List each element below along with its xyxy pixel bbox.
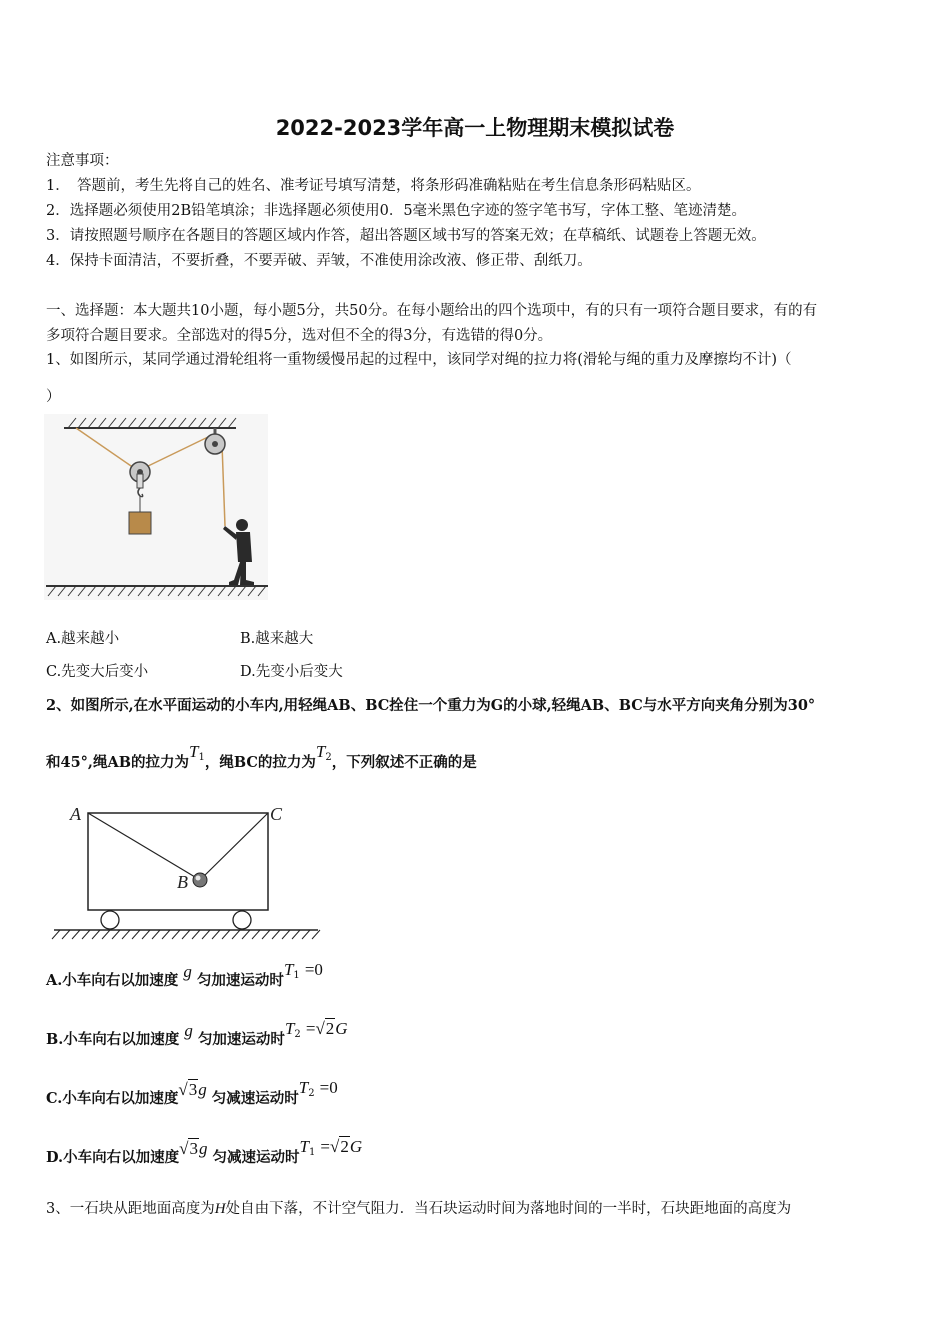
q2-stem-part-b: 绳BC的拉力为 [219,754,316,771]
sqrt-icon: √ [330,1137,340,1156]
notice-heading: 注意事项： [46,153,119,169]
q2-stem-line1: 2、如图所示,在水平面运动的小车内,用轻绳AB、BC拴住一个重力为G的小球,轻绳AB、BC与水平方向夹角分别为30° [46,697,816,714]
q2-comma-1: ， [204,754,220,771]
q2-option-d-mid: 匀减速运动时 [212,1149,300,1166]
q3-stem [46,1199,791,1219]
q2-option-d-radicand: 3 [189,1139,198,1158]
section1-intro-line2: 多项符合题目要求。全部选对的得5分，选对但不全的得3分，有选错的得0分。 [46,328,553,344]
q2-option-d-text: D.小车向右以加速度 [46,1149,180,1166]
q2-option-a-sub: 1 [293,970,300,981]
q2-option-c-sub: 2 [308,1088,315,1099]
q2-option-c-t: T [298,1078,309,1097]
q2-option-a-eq: =0 [304,960,323,979]
q2-option-b-sub: 2 [294,1029,301,1040]
q1-stem-line1: 1、如图所示，某同学通过滑轮组将一重物缓慢吊起的过程中，该同学对绳的拉力将(滑轮与绳的重力及摩擦均不计)（ [46,352,792,368]
q3-h-symbol: H [214,1201,226,1217]
q2-option-c-text: C.小车向右以加速度 [46,1090,179,1107]
q2-option-a-mid: 匀加速运动时 [196,972,284,989]
q2-option-a-t: T [283,960,294,979]
q2-option-b-eq: = [305,1019,316,1038]
q2-option-d-accel: g [198,1139,208,1158]
q2-option-c-accel: g [198,1080,207,1099]
q2-option-b-mid: 匀加速运动时 [197,1031,285,1048]
q2-option-b-radicand: 2 [325,1019,335,1038]
sqrt-icon: √ [315,1019,325,1038]
q2-option-b-text: B.小车向右以加速度 [46,1031,180,1048]
sqrt-icon: √ [179,1139,189,1158]
page-title: 2022-2023学年高一上物理期末模拟试卷 [275,116,675,140]
q1-stem-line2: ） [46,389,61,405]
q2-option-a[interactable] [46,960,323,996]
section1-intro-line1: 一、选择题：本大题共10小题，每小题5分，共50分。在每小题给出的四个选项中，有的只有一项符合题目要求，有的有 [46,303,818,319]
notice-item-3: 3．请按照题号顺序在各题目的答题区域内作答，超出答题区域书写的答案无效；在草稿纸、试题卷上答题无效。 [46,228,766,244]
notice-item-2: 2．选择题必须使用2B铅笔填涂；非选择题必须使用0．5毫米黑色字迹的签字笔书写，字体工整、笔迹清楚。 [46,203,747,219]
q2-option-d-eq: = [320,1137,331,1156]
q2-option-d-t: T [299,1137,309,1156]
q3-stem-part-a: 3、一石块从距地面高度为 [46,1201,215,1217]
t2-symbol: T [315,742,326,761]
q2-comma-2: ， [331,754,347,771]
q2-stem-part-c: 下列叙述不正确的是 [346,754,477,771]
q1-option-b[interactable]: B.越来越大 [240,631,314,647]
sqrt-icon: √ [178,1080,188,1099]
q3-stem-part-b: 处自由下落，不计空气阻力．当石块运动时间为落地时间的一半时，石块距地面的高度为 [225,1201,792,1217]
q1-option-a[interactable]: A.越来越小 [46,631,120,647]
q2-option-b-t: T [284,1019,295,1038]
q2-option-d-radicand-2: 2 [340,1137,349,1156]
q2-stem-line2 [46,742,477,778]
q1-pulley-figure [40,412,275,602]
t1-subscript: 1 [198,752,205,763]
q2-option-c[interactable] [46,1078,338,1114]
q2-option-d-g: G [349,1137,363,1156]
notice-item-4: 4．保持卡面清洁，不要折叠，不要弄破、弄皱，不准使用涂改液、修正带、刮纸刀。 [46,253,592,269]
q1-option-d[interactable]: D.先变小后变大 [240,664,343,680]
q1-option-c[interactable]: C.先变大后变小 [46,664,149,680]
q2-option-b-g: G [335,1019,348,1038]
q2-option-c-mid: 匀减速运动时 [211,1090,299,1107]
label-c: C [270,804,283,824]
label-a: A [70,804,81,824]
q2-option-c-eq: =0 [319,1078,338,1097]
q2-option-b-accel: g [184,1021,193,1040]
q2-option-c-radicand: 3 [188,1080,198,1099]
q2-stem-part-a: 和45°,绳AB的拉力为 [46,754,189,771]
t2-subscript: 2 [325,752,332,763]
notice-item-1: 1． 答题前，考生先将自己的姓名、准考证号填写清楚，将条形码准确粘贴在考生信息条形码粘贴区。 [46,178,701,194]
t1-symbol: T [188,742,199,761]
label-b: B [177,872,188,892]
q2-cart-figure [46,800,326,945]
q2-option-a-accel: g [183,962,192,981]
q2-option-d-sub: 1 [308,1147,316,1158]
q2-option-b[interactable] [46,1019,348,1055]
q2-option-d[interactable] [46,1137,363,1173]
q2-option-a-text: A.小车向右以加速度 [46,972,179,989]
